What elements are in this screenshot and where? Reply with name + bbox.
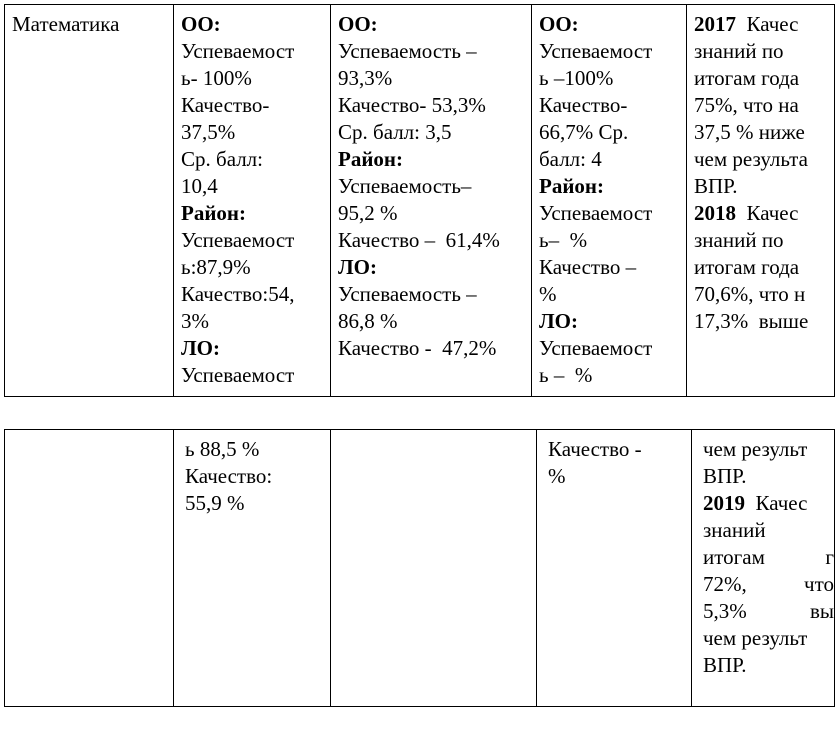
section-heading: ОО: [539,12,579,36]
text-line: Качес [736,12,799,36]
text-line: 70,6%, что н [694,282,806,306]
text-line: Качес [736,201,799,225]
subject-cell-empty [5,430,174,707]
year-label: 2017 [694,12,736,36]
text-line: балл: 4 [539,147,602,171]
text-line: ВПР. [694,174,738,198]
text-line: Ср. балл: [181,147,263,171]
text-line: Качество: [185,464,273,488]
section-heading: ОО: [338,12,378,36]
section-heading: ЛО: [181,336,220,360]
text-line: Качество- 53,3% [338,93,486,117]
text-right: г [825,545,834,569]
section-heading: Район: [181,201,247,225]
text-line [694,11,834,38]
text-right: вы [809,599,834,623]
text-line: ь- 100% [181,66,252,90]
results-cell-col3-empty [331,430,537,707]
text-line: 66,7% Ср. [539,120,629,144]
results-cell-col2-cont [174,430,331,707]
comparison-cell-col5 [687,5,835,397]
text-line: ь –100% [539,66,614,90]
comparison-cell-col5-cont [692,430,835,707]
text-left: 5,3% [703,599,747,623]
text-line [703,490,834,517]
results-cell-col2 [174,5,331,397]
text-line: Успеваемость – [338,39,477,63]
results-cell-col3 [331,5,532,397]
text-line: Качество:54, [181,282,295,306]
text-line: Качество - 47,2% [338,336,497,360]
text-line: 95,2 % [338,201,398,225]
text-line: Успеваемост [181,228,295,252]
text-line: Качество – 61,4% [338,228,500,252]
text-line: ь – % [539,363,593,387]
text-line: Качество- [181,93,270,117]
text-line: Успеваемост [181,39,295,63]
grades-table-top [4,4,835,397]
year-label: 2018 [694,201,736,225]
text-line: чем результ [703,437,808,461]
section-heading: Район: [539,174,605,198]
text-right: что [804,572,834,596]
text-line: Качество- [539,93,628,117]
text-line: % [548,464,566,488]
text-line: 10,4 [181,174,218,198]
text-line: знаний по [694,39,784,63]
text-line: Успеваемость– [338,174,472,198]
text-line: ВПР. [703,653,747,677]
subject-cell [5,5,174,397]
section-heading: ЛО: [338,255,377,279]
text-line: Ср. балл: 3,5 [338,120,452,144]
text-line: знаний [703,518,766,542]
text-line: Успеваемость – [338,282,477,306]
text-line: итогам года [694,255,800,279]
text-line: 93,3% [338,66,393,90]
text-left: итогам [703,545,765,569]
text-line [703,571,834,598]
text-line: Качество - [548,437,642,461]
text-left: 72%, [703,572,747,596]
text-line: Качество – [539,255,637,279]
results-cell-col4-cont [537,430,692,707]
text-line: Успеваемост [539,201,653,225]
results-cell-col4 [532,5,687,397]
text-line: 86,8 % [338,309,398,333]
section-heading: ОО: [181,12,221,36]
text-line: ВПР. [703,464,747,488]
text-line: 37,5% [181,120,236,144]
text-line [703,544,834,571]
section-heading: Район: [338,147,404,171]
text-line: 3% [181,309,209,333]
text-line: 37,5 % ниже [694,120,805,144]
subject-label: Математика [12,12,120,36]
grades-table-bottom [4,429,835,707]
text-line: Успеваемост [539,336,653,360]
text-line: чем результа [694,147,808,171]
text-line: Качес [745,491,808,515]
text-line: 75%, что на [694,93,799,117]
year-label: 2019 [703,491,745,515]
text-line: ь 88,5 % [185,437,260,461]
text-line: итогам года [694,66,800,90]
text-line: чем результ [703,626,808,650]
text-line: 55,9 % [185,491,245,515]
text-line: ь:87,9% [181,255,251,279]
text-line: Успеваемост [181,363,295,387]
text-line [703,598,834,625]
text-line: знаний по [694,228,784,252]
section-heading: ЛО: [539,309,578,333]
text-line: ь– % [539,228,588,252]
text-line: % [539,282,557,306]
text-line: 17,3% выше [694,309,809,333]
text-line: Успеваемост [539,39,653,63]
text-line [694,200,834,227]
